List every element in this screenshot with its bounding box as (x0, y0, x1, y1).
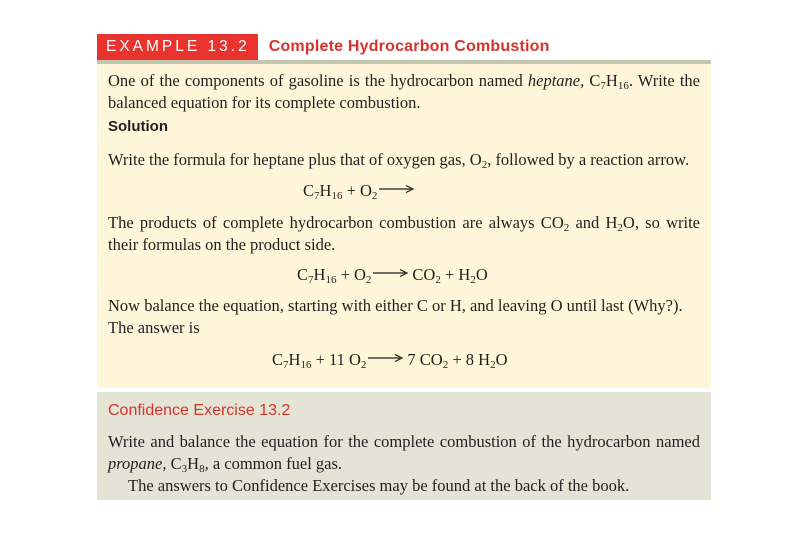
answers-note: The answers to Confidence Exercises may be found at the back of the book. (128, 476, 630, 495)
solution-heading: Solution (108, 118, 168, 135)
solution-step-3: Now balance the equation, starting with either C or H, and leaving O until last (Why?). The answer is (108, 296, 683, 337)
example-header (97, 34, 550, 60)
solution-step-2: The products of complete hydrocarbon combustion are always $CO_2$ and $H_2O$, so write their formulas on the product side. (108, 213, 700, 254)
reaction-arrow-icon (379, 184, 415, 194)
confidence-body: Write and balance the equation for the complete combustion of the hydrocarbon named propane, $C_3H_8$, a common fuel gas. (108, 432, 700, 475)
equation-1: $C_7H_{16} + O_2$ (303, 181, 418, 201)
example-intro: One of the components of gasoline is the hydrocarbon named heptane, $C_7H_{16}$. Write the balanced equation for its complete combustion. (108, 71, 700, 112)
equation-2: $C_7H_{16} + O_2$ $CO_2 + H_2O$ (297, 265, 488, 286)
propane-term: propane, (108, 454, 167, 473)
reaction-arrow-icon (368, 353, 404, 363)
heptane-term: heptane, (527, 71, 585, 90)
equation-3: $C_7H_{16} + 11$ $O_2$ 7 $CO_2 + 8$ $H_2O$ (272, 350, 508, 371)
example-label: EXAMPLE 13.2 (97, 34, 258, 60)
reaction-arrow-icon (373, 268, 409, 278)
solution-step-1: Write the formula for heptane plus that of oxygen gas, $O_2$, followed by a reaction arrow. (108, 150, 690, 171)
example-title: Complete Hydrocarbon Combustion (268, 38, 550, 55)
confidence-title: Confidence Exercise 13.2 (108, 402, 291, 419)
